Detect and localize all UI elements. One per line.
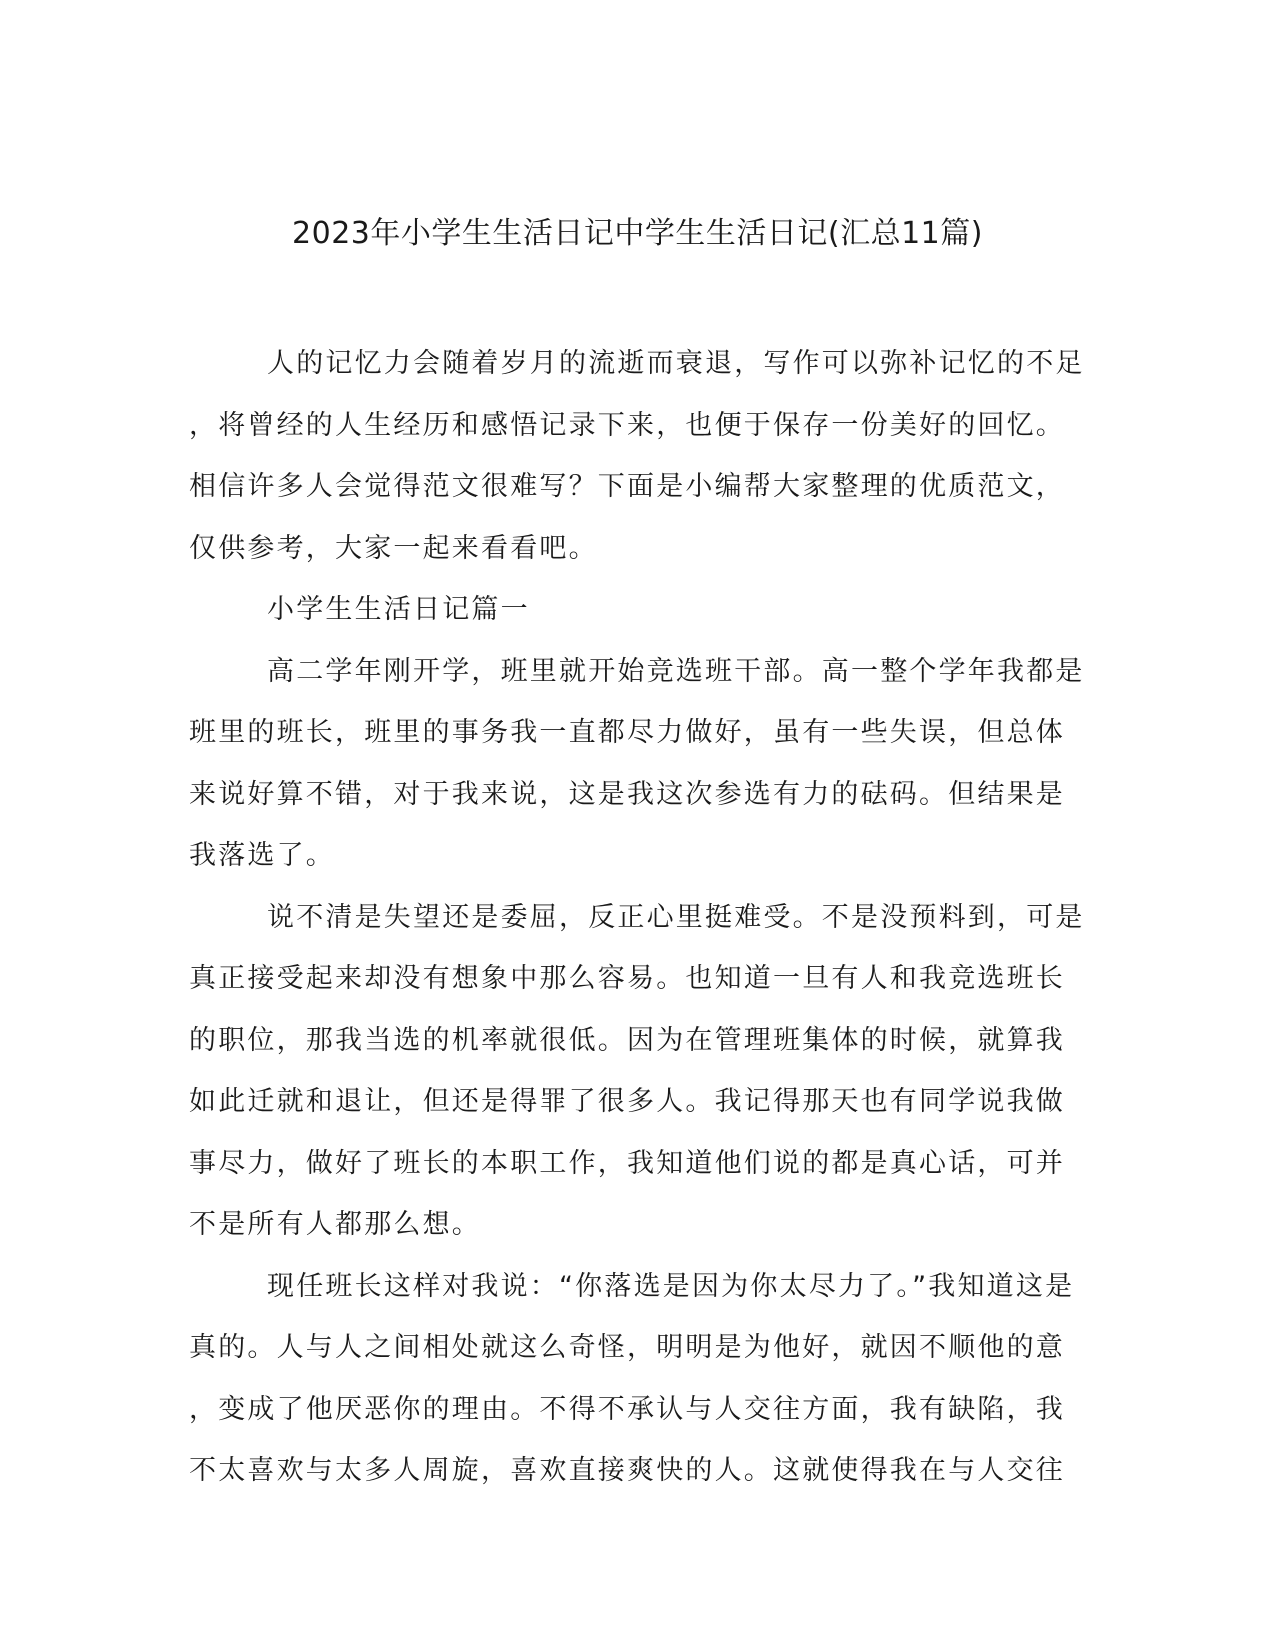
- text-line: 人的记忆力会随着岁月的流逝而衰退，写作可以弥补记忆的不足: [267, 348, 1085, 379]
- text-line: 的职位，那我当选的机率就很低。因为在管理班集体的时候，就算我: [189, 1024, 1065, 1056]
- text-line: 真的。人与人之间相处就这么奇怪，明明是为他好，就因不顺他的意: [189, 1332, 1065, 1363]
- text-line: 现任班长这样对我说：“你落选是因为你太尽力了。”我知道这是: [267, 1270, 1075, 1302]
- text-line: 说不清是失望还是委屈，反正心里挺难受。不是没预料到，可是: [267, 901, 1085, 933]
- text-line: 真正接受起来却没有想象中那么容易。也知道一旦有人和我竞选班长: [189, 963, 1065, 994]
- text-line: 如此迁就和退让，但还是得罪了很多人。我记得那天也有同学说我做: [189, 1086, 1065, 1117]
- text-line: 相信许多人会觉得范文很难写？下面是小编帮大家整理的优质范文，: [189, 471, 1065, 502]
- text-line: 仅供参考，大家一起来看看吧。: [189, 532, 598, 564]
- text-line: 事尽力，做好了班长的本职工作，我知道他们说的都是真心话，可并: [189, 1147, 1065, 1179]
- paragraph: [189, 641, 1085, 887]
- text-line: 班里的班长，班里的事务我一直都尽力做好，虽有一些失误，但总体: [189, 717, 1065, 748]
- document-title: 2023年小学生生活日记中学生生活日记(汇总11篇): [292, 216, 983, 251]
- section-heading: [189, 579, 1074, 641]
- text-line: 小学生生活日记篇一: [267, 594, 530, 625]
- text-line: ，将曾经的人生经历和感悟记录下来，也便于保存一份美好的回忆。: [189, 409, 1065, 441]
- text-line: 不是所有人都那么想。: [189, 1209, 481, 1240]
- text-line: 高二学年刚开学，班里就开始竞选班干部。高一整个学年我都是: [267, 655, 1085, 687]
- paragraph-intro: [189, 333, 1085, 579]
- text-line: 不太喜欢与太多人周旋，喜欢直接爽快的人。这就使得我在与人交往: [189, 1455, 1065, 1486]
- text-line: 我落选了。: [189, 840, 335, 871]
- paragraph: [189, 1256, 1074, 1502]
- document-body: [189, 333, 1085, 1502]
- paragraph: [189, 887, 1085, 1256]
- text-line: ，变成了他厌恶你的理由。不得不承认与人交往方面，我有缺陷，我: [189, 1393, 1065, 1425]
- text-line: 来说好算不错，对于我来说，这是我这次参选有力的砝码。但结果是: [189, 778, 1065, 810]
